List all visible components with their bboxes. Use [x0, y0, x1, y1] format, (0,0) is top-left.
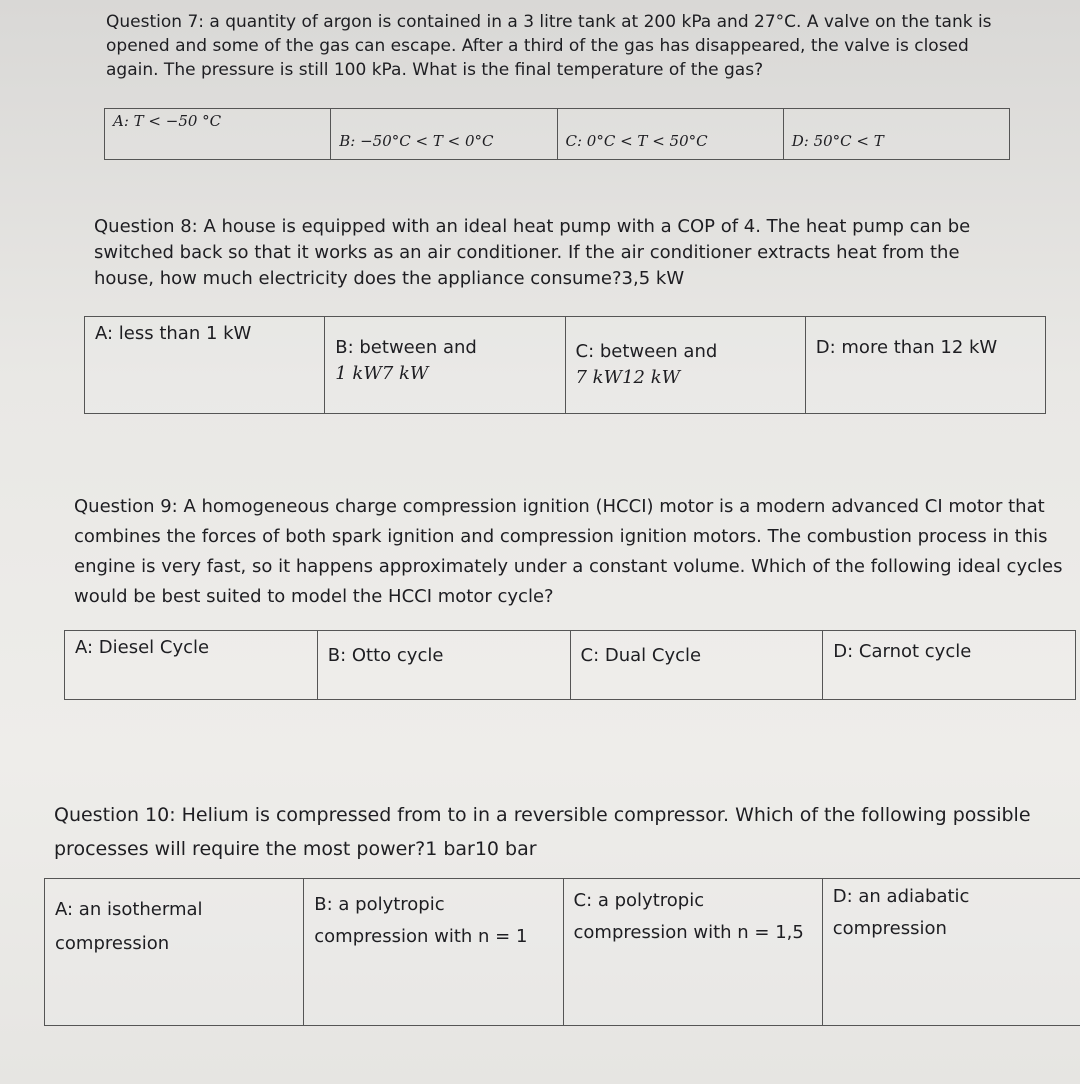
question-10-options: [44, 878, 1080, 1026]
question-9-option-c[interactable]: C: Dual Cycle: [570, 631, 823, 699]
question-8-option-c-line1: C: between and: [575, 341, 718, 362]
question-8-option-d-line1: D: more than 12 kW: [815, 337, 998, 358]
question-7-option-c[interactable]: C: 0°C < T < 50°C: [557, 109, 783, 159]
question-8-option-a-line1: A: less than 1 kW: [95, 323, 252, 344]
question-7-option-d[interactable]: D: 50°C < T: [783, 109, 1009, 159]
question-8-option-b-line2: 1 kW7 kW: [335, 363, 429, 384]
question-8-option-c[interactable]: [565, 317, 805, 413]
question-10-option-b[interactable]: B: a polytropic compression with n = 1: [303, 879, 562, 1025]
question-7-option-b[interactable]: B: −50°C < T < 0°C: [330, 109, 556, 159]
question-9-option-b[interactable]: B: Otto cycle: [317, 631, 570, 699]
question-10-option-d[interactable]: D: an adiabatic compression: [822, 879, 1080, 1025]
question-9-option-d[interactable]: D: Carnot cycle: [822, 631, 1075, 699]
question-8-option-c-line2: 7 kW12 kW: [575, 367, 681, 388]
question-10-option-c[interactable]: C: a polytropic compression with n = 1,5: [563, 879, 822, 1025]
question-10-option-a[interactable]: A: an isothermal compression: [55, 899, 203, 954]
question-10-text: Question 10: Helium is compressed from to in a reversible compressor. Which of the following possible processes will require the most power?1 bar10 bar: [54, 804, 1031, 860]
question-8-option-a[interactable]: [85, 317, 324, 413]
question-8-option-b[interactable]: [324, 317, 564, 413]
question-8-option-b-line1: B: between and: [335, 337, 477, 358]
question-8-options: [84, 316, 1046, 414]
question-7-option-a[interactable]: A: T < −50 °C: [113, 112, 222, 130]
question-7-text: Question 7: a quantity of argon is contained in a 3 litre tank at 200 kPa and 27°C. A valve on the tank is opened and some of the gas can escape. After a third of the gas has disappeared, the valve is closed again. The pressure is still 100 kPa. What is the final temperature of the gas?: [106, 12, 992, 80]
question-9-options: [64, 630, 1076, 700]
question-8-text: Question 8: A house is equipped with an ideal heat pump with a COP of 4. The heat pump can be switched back so that it works as an air conditioner. If the air conditioner extracts heat from the house, how much electricity does the appliance consume?3,5 kW: [94, 216, 971, 289]
question-7-options: [104, 108, 1010, 160]
question-9-option-a[interactable]: A: Diesel Cycle: [75, 637, 210, 658]
question-8-option-d[interactable]: [805, 317, 1045, 413]
question-9-text: Question 9: A homogeneous charge compression ignition (HCCI) motor is a modern advanced CI motor that combines the forces of both spark ignition and compression ignition motors. The combustion process in this engine is very fast, so it happens approximately under a constant volume. Which of the following ideal cycles would be best suited to model the HCCI motor cycle?: [74, 496, 1063, 607]
